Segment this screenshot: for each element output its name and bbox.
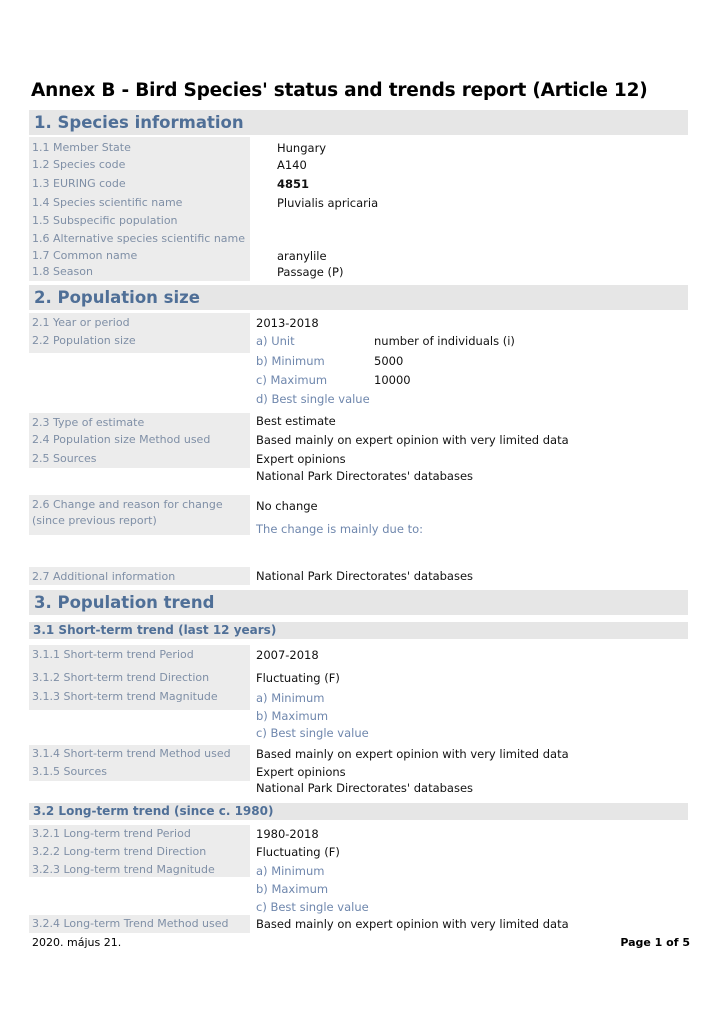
minimum-value: 5000 — [374, 354, 404, 368]
alternative-name-label: 1.6 Alternative species scientific name — [32, 232, 246, 245]
sources-value: Expert opinions — [256, 452, 346, 466]
long-term-period-label: 3.2.1 Long-term trend Period — [32, 827, 191, 840]
population-method-value: Based mainly on expert opinion with very limited data — [256, 433, 569, 447]
short-term-sources-value-2: National Park Directorates' databases — [256, 781, 474, 795]
sources-label: 2.5 Sources — [32, 452, 97, 465]
section-population-trend: 3. Population trend — [29, 590, 688, 615]
short-term-period-value: 2007-2018 — [256, 648, 319, 662]
section-species-information: 1. Species information — [29, 110, 688, 135]
sources-value-2: National Park Directorates' databases — [256, 469, 474, 483]
long-term-direction-value: Fluctuating (F) — [256, 845, 340, 859]
common-name-value: aranylile — [277, 249, 327, 263]
season-label: 1.8 Season — [32, 265, 93, 278]
unit-value: number of individuals (i) — [374, 334, 515, 348]
long-term-magnitude-label: 3.2.3 Long-term trend Magnitude — [32, 863, 215, 876]
minimum-label: b) Minimum — [256, 354, 325, 368]
short-term-best-value-label: c) Best single value — [256, 726, 369, 740]
long-term-best-value-label: c) Best single value — [256, 900, 369, 914]
long-term-minimum-label: a) Minimum — [256, 864, 325, 878]
population-size-label: 2.2 Population size — [32, 334, 136, 347]
short-term-method-label: 3.1.4 Short-term trend Method used — [32, 747, 231, 760]
long-term-method-label: 3.2.4 Long-term Trend Method used — [32, 917, 229, 930]
short-term-method-value: Based mainly on expert opinion with very limited data — [256, 747, 569, 761]
species-code-label: 1.2 Species code — [32, 158, 126, 171]
short-term-period-label: 3.1.1 Short-term trend Period — [32, 648, 194, 661]
long-term-period-value: 1980-2018 — [256, 827, 319, 841]
long-term-maximum-label: b) Maximum — [256, 882, 329, 896]
short-term-magnitude-label: 3.1.3 Short-term trend Magnitude — [32, 690, 218, 703]
type-of-estimate-value: Best estimate — [256, 414, 336, 428]
long-term-direction-label: 3.2.2 Long-term trend Direction — [32, 845, 207, 858]
member-state-label: 1.1 Member State — [32, 141, 131, 154]
footer-page-number: Page 1 of 5 — [620, 936, 690, 949]
change-due-label: The change is mainly due to: — [256, 522, 423, 536]
year-period-value: 2013-2018 — [256, 316, 319, 330]
season-value: Passage (P) — [277, 265, 344, 279]
maximum-value: 10000 — [374, 373, 411, 387]
long-term-trend-heading: 3.2 Long-term trend (since c. 1980) — [29, 803, 688, 820]
long-term-method-value: Based mainly on expert opinion with very limited data — [256, 917, 569, 931]
common-name-label: 1.7 Common name — [32, 249, 138, 262]
scientific-name-value: Pluvialis apricaria — [277, 196, 379, 210]
euring-code-value: 4851 — [277, 177, 310, 191]
species-code-value: A140 — [277, 158, 307, 172]
member-state-value: Hungary — [277, 141, 327, 155]
euring-code-label: 1.3 EURING code — [32, 177, 126, 190]
year-period-label: 2.1 Year or period — [32, 316, 130, 329]
type-of-estimate-label: 2.3 Type of estimate — [32, 416, 145, 429]
short-term-maximum-label: b) Maximum — [256, 709, 329, 723]
short-term-direction-value: Fluctuating (F) — [256, 671, 340, 685]
short-term-trend-heading: 3.1 Short-term trend (last 12 years) — [29, 622, 688, 639]
population-method-label: 2.4 Population size Method used — [32, 433, 211, 446]
change-value: No change — [256, 499, 318, 513]
document-title: Annex B - Bird Species' status and trends report (Article 12) — [31, 80, 648, 101]
unit-label: a) Unit — [256, 334, 295, 348]
subspecific-population-label: 1.5 Subspecific population — [32, 214, 178, 227]
maximum-label: c) Maximum — [256, 373, 328, 387]
change-reason-label-2: (since previous report) — [32, 514, 157, 527]
best-single-value-label: d) Best single value — [256, 392, 370, 406]
short-term-sources-value: Expert opinions — [256, 765, 346, 779]
scientific-name-label: 1.4 Species scientific name — [32, 196, 183, 209]
short-term-direction-label: 3.1.2 Short-term trend Direction — [32, 671, 210, 684]
short-term-sources-label: 3.1.5 Sources — [32, 765, 107, 778]
change-reason-label: 2.6 Change and reason for change — [32, 498, 223, 511]
footer-date: 2020. május 21. — [32, 936, 122, 949]
additional-info-label: 2.7 Additional information — [32, 570, 176, 583]
additional-info-value: National Park Directorates' databases — [256, 569, 474, 583]
short-term-minimum-label: a) Minimum — [256, 691, 325, 705]
section-population-size: 2. Population size — [29, 285, 688, 310]
